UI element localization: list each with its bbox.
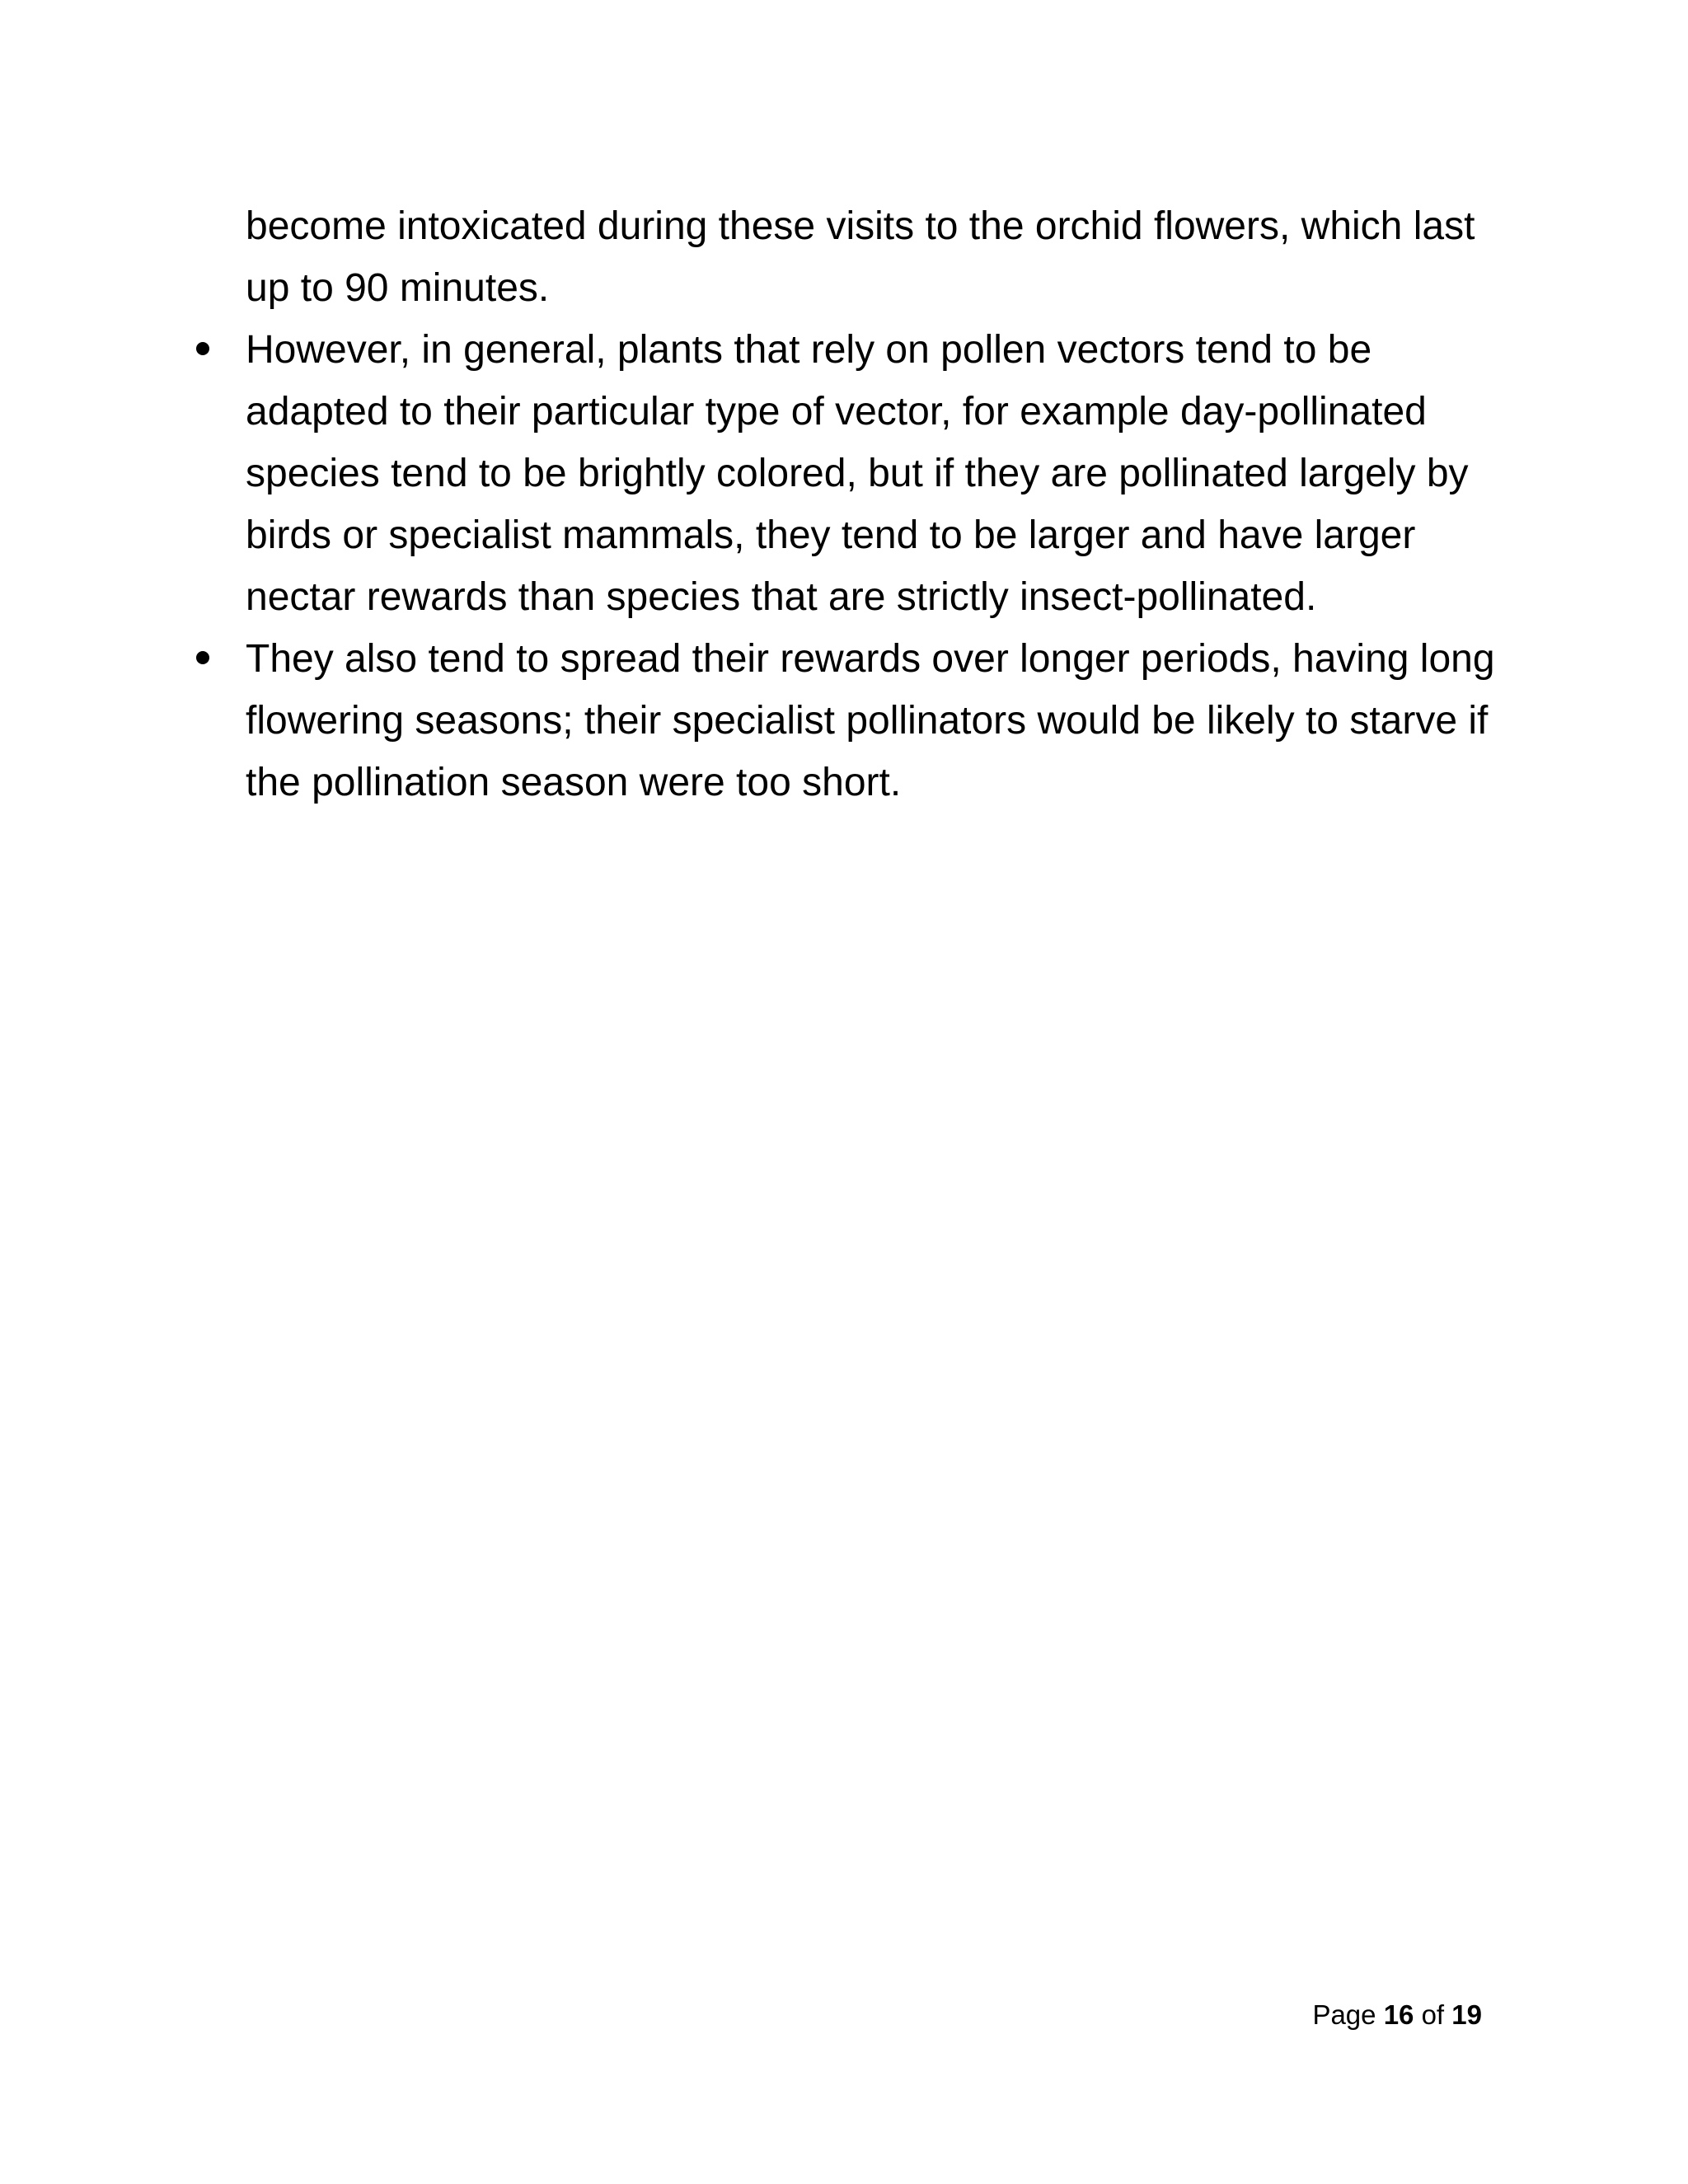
continuation-paragraph: become intoxicated during these visits to the orchid flowers, which last up to 90 minutes. bbox=[246, 204, 1475, 310]
list-item-text: They also tend to spread their rewards over longer periods, having long flowering seasons; their specialist pollinators would be likely to starve if the pollination season were too short. bbox=[246, 637, 1495, 804]
of-label: of bbox=[1421, 1999, 1445, 2030]
total-page-count: 19 bbox=[1451, 1999, 1482, 2030]
bullet-icon bbox=[196, 342, 209, 355]
bullet-list bbox=[246, 319, 1498, 813]
page-label: Page bbox=[1312, 1999, 1376, 2030]
list-item-text: However, in general, plants that rely on pollen vectors tend to be adapted to their particular type of vector, for example day-pollinated species tend to be brightly colored, but if they are pollinated largely by birds or specialist mammals, they tend to be larger and have larger nectar rewards than species that are strictly insect-pollinated. bbox=[246, 328, 1469, 619]
list-item bbox=[246, 319, 1498, 628]
page-number-footer bbox=[1312, 1999, 1482, 2032]
list-item bbox=[246, 628, 1498, 813]
page-body bbox=[246, 195, 1498, 813]
bullet-icon bbox=[196, 651, 209, 664]
current-page-number: 16 bbox=[1383, 1999, 1414, 2030]
